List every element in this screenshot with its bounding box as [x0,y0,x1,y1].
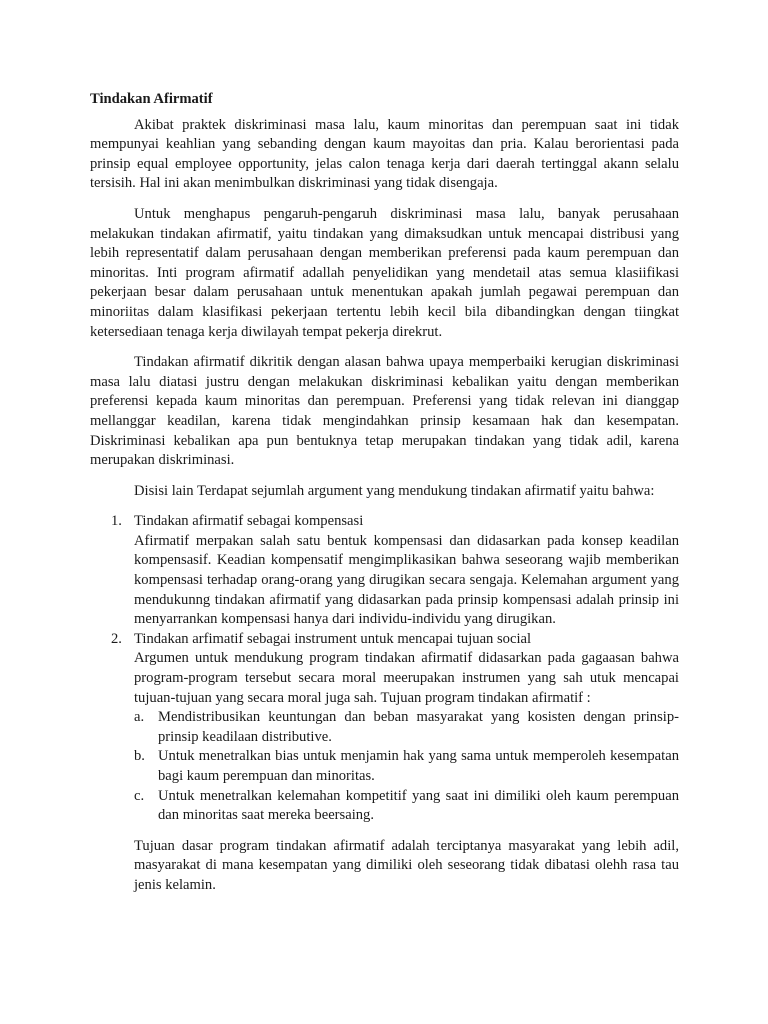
sub-list-item-text: Mendistribusikan keuntungan dan beban masyarakat yang kosisten dengan prinsip-prinsip keadilaan distributive. [158,709,679,745]
list-item-number: 2. [111,630,122,647]
paragraph-1: Akibat praktek diskriminasi masa lalu, kaum minoritas dan perempuan saat ini tidak mempunyai keahlian yang sebanding dengan kaum mayoitas dan pria. Kalau berorientasi pada prinsip equal employee opportunity, jelas calon tenaga kerja dari daerah tertinggal akann selalu tersisih. Hal ini akan menimbulkan diskriminasi yang tidak disengaja. [90,116,679,192]
sub-list-item-letter: b. [134,748,145,765]
paragraph-4: Disisi lain Terdapat sejumlah argument yang mendukung tindakan afirmatif yaitu bahwa: [134,482,655,499]
sub-list-item-letter: c. [134,787,145,804]
paragraph-3: Tindakan afirmatif dikritik dengan alasan bahwa upaya memperbaiki kerugian diskriminasi masa lalu diatasi justru dengan melakukan diskriminasi kebalikan yaitu dengan memberikan preferensi kepada kaum minoritas dan perempuan. Preferensi yang tidak relevan ini dianggap mellanggar keadilan, karena tidak mengindahkan prinsip kesamaan hak dan kesempatan. Diskriminasi kebalikan apa pun bentuknya tetap merupakan tindakan yang tidak adil, karena merupakan diskriminasi. [90,354,679,469]
list-item-heading: Tindakan afirmatif sebagai kompensasi [134,513,364,530]
list-item [90,630,679,826]
list-item-heading: Tindakan arfimatif sebagai instrument untuk mencapai tujuan social [134,630,532,647]
list-item-number: 1. [111,513,122,530]
document-page [90,90,679,896]
document-title: Tindakan Afirmatif [90,91,213,107]
argument-list [90,512,679,826]
sub-list-item [134,747,679,786]
list-item-body: Argumen untuk mendukung program tindakan afirmatif didasarkan pada gagaasan bahwa program-program tersebut secara moral meerupakan instrumen yang sah utuk mencapai tujuan-tujuan yang secara moral juga sah. Tujuan program tindakan afirmatif : [134,650,679,706]
sub-list-item-text: Untuk menetralkan bias untuk menjamin hak yang sama untuk memperoleh kesempatan bagi kaum perempuan dan minoritas. [158,748,679,784]
sub-list-item [134,708,679,747]
sub-list-item-text: Untuk menetralkan kelemahan kompetitif yang saat ini dimiliki oleh kaum perempuan dan minoritas saat mereka beersaing. [158,787,679,824]
list-item-body: Afirmatif merpakan salah satu bentuk kompensasi dan didasarkan pada konsep keadilan kompensasif. Keadian kompensatif mengimplikasikan bahwa seseorang wajib memberikan kompensasi terhadap orang-orang yang dirugikan secara sengaja. Kelemahan argument yang mendukunng tindakan afirmatif yang didasarkan pada prinsip kompensasi adalah prinsip ini menyarrankan kompensasi hanya dari individu-individu yang dirugikan. [134,532,679,628]
paragraph-2: Untuk menghapus pengaruh-pengaruh diskriminasi masa lalu, banyak perusahaan melakukan tindakan afirmatif, yaitu tindakan yang dimaksudkan untuk mencapai distribusi yang lebih representatif dalam perusahaan dengan memberikan preferensi pada kaum perempuan dan minoritas. Inti program afirmatif adallah penyelidikan yang mendetail atas semua klasiifikasi pekerjaan besar dalam perusahaan untuk menentukan apakah jumlah pegawai perempuan dan minoriitas dalam klasifikasi pekerjaan tertentu lebih kecil bila dibandingkan dengan tiingkat ketersediaan tenaga kerja diwilayah tempat pekerja direkrut. [90,205,679,340]
list-item [90,512,679,630]
sub-list-item [134,787,679,826]
sub-list [134,708,679,826]
sub-list-item-letter: a. [134,709,145,726]
closing-paragraph: Tujuan dasar program tindakan afirmatif adalah terciptanya masyarakat yang lebih adil, masyarakat di mana kesempatan yang dimiliki oleh seseorang tidak dibatasi olehh rasa tau jenis kelamin. [134,837,679,893]
